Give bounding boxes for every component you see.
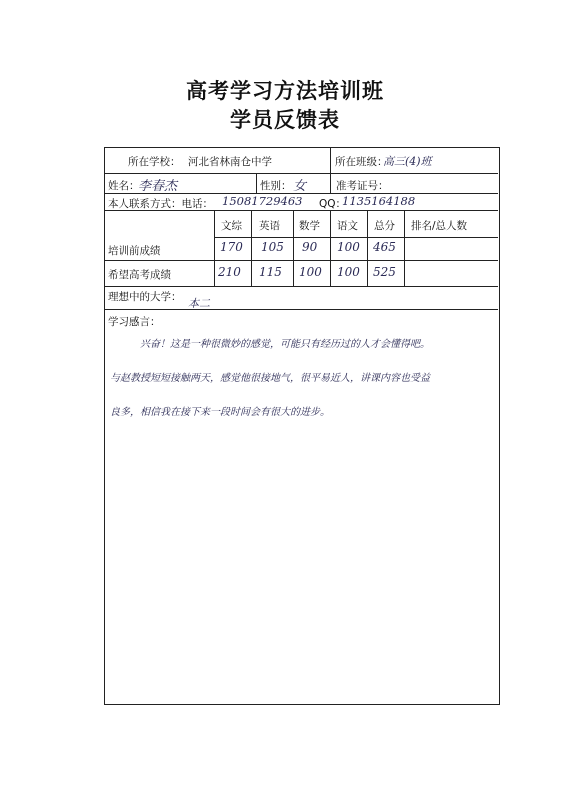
comments-label: 学习感言： xyxy=(108,316,161,328)
row-divider xyxy=(104,173,498,174)
col-header-rank: 排名/总人数 xyxy=(411,220,468,232)
col-header-wenzong: 文综 xyxy=(221,220,242,232)
school-label: 所在学校： xyxy=(128,156,181,168)
col-divider xyxy=(330,173,331,193)
class-label: 所在班级： xyxy=(335,156,388,168)
row-divider xyxy=(104,260,498,261)
exam-id-label: 准考证号： xyxy=(336,180,389,192)
score-cell: 105 xyxy=(261,240,284,254)
form-title: 高考学习方法培训班 xyxy=(186,79,384,103)
score-cell: 115 xyxy=(259,265,282,279)
qq-value: 1135164188 xyxy=(342,194,416,208)
name-value: 李春杰 xyxy=(138,179,178,194)
university-value: 本二 xyxy=(188,297,210,310)
col-header-math: 数学 xyxy=(299,220,320,232)
score-cell: 210 xyxy=(218,265,241,279)
col-divider xyxy=(251,210,252,286)
gender-value: 女 xyxy=(293,179,307,194)
col-divider xyxy=(367,210,368,286)
col-divider xyxy=(404,210,405,286)
class-value: 高三(4)班 xyxy=(383,155,432,168)
score-cell: 100 xyxy=(337,240,360,254)
contact-label: 本人联系方式：电话： xyxy=(108,198,213,210)
row-divider xyxy=(214,237,498,238)
score-cell: 100 xyxy=(299,265,322,279)
score-cell: 100 xyxy=(337,265,360,279)
score-cell: 525 xyxy=(373,265,396,279)
col-header-total: 总分 xyxy=(374,220,395,232)
qq-label: QQ： xyxy=(319,198,347,210)
before-scores-label: 培训前成绩 xyxy=(108,245,161,257)
comment-line: 与赵教授短短接触两天，感觉他很接地气，很平易近人，讲课内容也受益 xyxy=(110,373,430,384)
col-divider xyxy=(214,210,215,286)
score-cell: 465 xyxy=(373,240,396,254)
col-header-chinese: 语文 xyxy=(337,220,358,232)
score-cell: 90 xyxy=(302,240,318,254)
col-divider xyxy=(330,210,331,286)
col-divider xyxy=(256,173,257,193)
col-header-english: 英语 xyxy=(259,220,280,232)
comment-line: 兴奋！这是一种很微妙的感觉，可能只有经历过的人才会懂得吧。 xyxy=(140,339,430,350)
name-label: 姓名： xyxy=(108,180,140,192)
row-divider xyxy=(104,309,498,310)
school-value: 河北省林南仓中学 xyxy=(188,156,272,168)
score-cell: 170 xyxy=(220,240,243,254)
form-subtitle: 学员反馈表 xyxy=(230,108,340,132)
col-divider xyxy=(293,210,294,286)
university-label: 理想中的大学： xyxy=(108,291,182,303)
row-divider xyxy=(104,286,498,287)
comments-text xyxy=(110,328,490,430)
phone-value: 15081729463 xyxy=(222,194,303,208)
target-scores-label: 希望高考成绩 xyxy=(108,269,171,281)
comment-line: 良多，相信我在接下来一段时间会有很大的进步。 xyxy=(110,407,330,418)
col-divider xyxy=(330,147,331,173)
gender-label: 性别： xyxy=(260,180,292,192)
